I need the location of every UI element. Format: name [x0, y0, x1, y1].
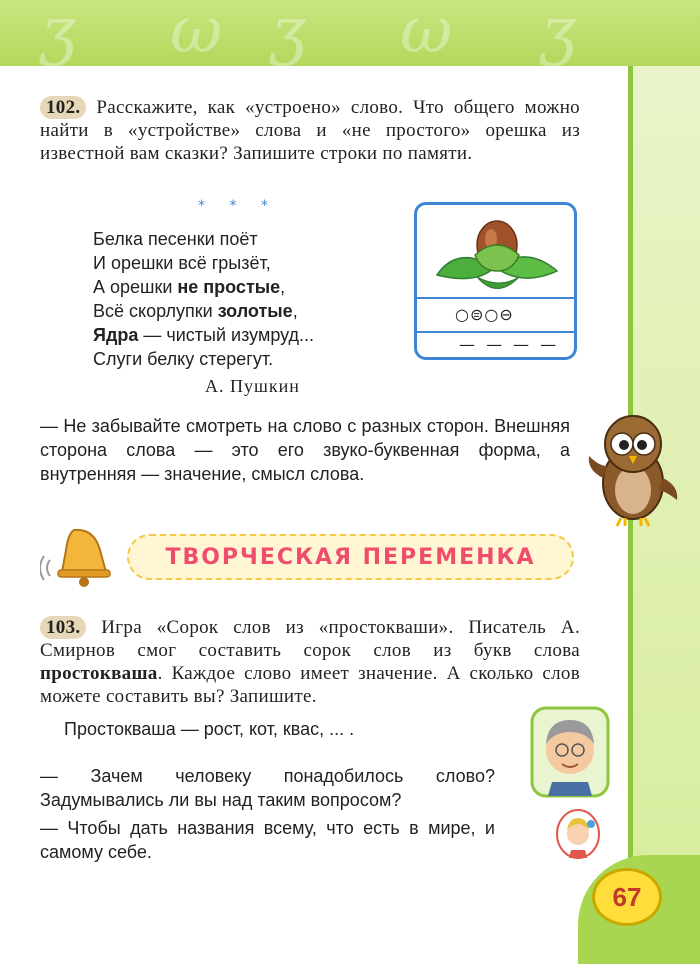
hazelnut-illustration	[417, 205, 574, 297]
poem-line: А орешки не простые,	[93, 277, 286, 297]
dialogue-question: — Зачем человеку понадобилось слово? Задумывались ли вы над таким вопросом?	[40, 766, 495, 810]
top-decorative-band	[0, 0, 700, 66]
poem-line: Слуги белку стерегут.	[93, 349, 274, 369]
poem-line: Ядра — чистый изумруд...	[93, 325, 315, 345]
decorative-letters: ʒ	[540, 0, 577, 68]
poem-line: Белка песенки поёт	[93, 229, 258, 249]
exercise-103: 103. Игра «Сорок слов из «простокваши». Писатель А. Смирнов смог составить сорок слов из букв слова простокваша. Каждое слово имеет значение. А сколько слов можете составить вы? Запишите.	[40, 617, 580, 707]
exercise-number: 102.	[40, 96, 86, 119]
poem-author: А. Пушкин	[205, 376, 300, 396]
exercise-102	[40, 96, 580, 165]
note-paragraph: — Не забывайте смотреть на слово с разных сторон. Внешняя сторона слова — это его звуко-буквенная форма, а внутренняя — значение, смысл слова.	[40, 416, 570, 484]
poem-line: Всё скорлупки золотые,	[93, 301, 298, 321]
card-dashes: — — — —	[459, 335, 560, 354]
poem-line: И орешки всё грызёт,	[93, 253, 271, 273]
card-divider	[417, 331, 574, 333]
bell-icon	[40, 520, 120, 592]
decorative-letters: ʒ	[40, 0, 77, 68]
teacher-illustration	[530, 706, 610, 798]
owl-illustration	[583, 408, 683, 528]
example-line: Простокваша — рост, кот, квас, ... .	[64, 719, 355, 739]
section-banner: ТВОРЧЕСКАЯ ПЕРЕМЕНКА	[127, 534, 574, 580]
girl-icon	[555, 808, 601, 860]
dialogue-answer: — Чтобы дать названия всему, что есть в мире, и самому себе.	[40, 818, 495, 862]
decorative-letters: ʒ	[270, 0, 307, 68]
morpheme-symbols: ○⊜○⊖	[455, 305, 514, 324]
decorative-letters: ω	[400, 0, 453, 68]
word-scheme-card	[414, 202, 577, 360]
decorative-letters: ω	[170, 0, 223, 68]
exercise-text: Расскажите, как «устроено» слово. Что общего можно найти в «устройстве» слова и «не простого» орешка из известной вам сказки? Запишите строки по памяти.	[40, 97, 580, 164]
exercise-number: 103.	[40, 616, 86, 639]
poem	[93, 227, 314, 371]
stars-divider: * * *	[198, 198, 278, 214]
page-number: 67	[592, 868, 662, 926]
card-divider	[417, 297, 574, 299]
